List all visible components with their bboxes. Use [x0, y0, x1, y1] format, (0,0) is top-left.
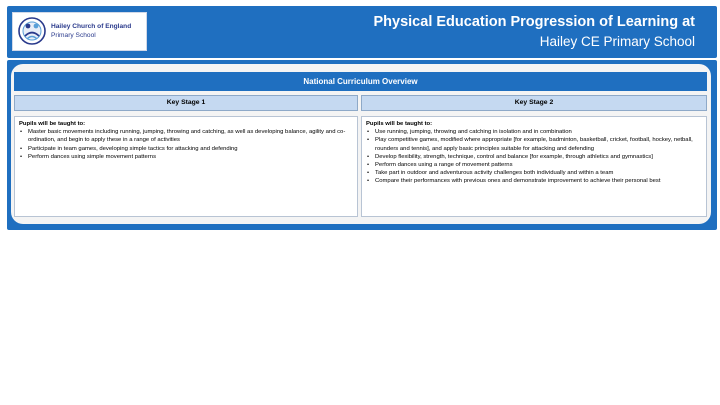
school-crest-icon: [17, 16, 47, 46]
list-item: • Master basic movements including running, jumping, throwing and catching, as well as developing balance, agility and co-ordination, and begin to apply these in a range of activities: [19, 128, 353, 144]
list-item: • Perform dances using a range of movement patterns: [366, 161, 702, 169]
key-stage-2-list: [366, 128, 702, 185]
key-stage-1-content: [14, 116, 358, 217]
key-stage-1-intro: Pupils will be taught to:: [19, 121, 86, 127]
page-title: Physical Education Progression of Learning at: [373, 14, 695, 30]
list-item: • Use running, jumping, throwing and catching in isolation and in combination: [366, 128, 702, 136]
logo-school-name: Hailey Church of England: [51, 23, 132, 30]
key-stage-2-intro: Pupils will be taught to:: [366, 121, 433, 127]
school-logo: [12, 12, 147, 51]
list-item: • Compare their performances with previous ones and demonstrate improvement to achieve their personal best: [366, 177, 702, 185]
overview-frame: [7, 60, 717, 230]
list-item: • Perform dances using simple movement patterns: [19, 153, 353, 161]
header-banner: [7, 6, 717, 58]
key-stage-2-content: [361, 116, 707, 217]
key-stage-1-list: [19, 128, 353, 161]
list-item: • Play competitive games, modified where appropriate [for example, badminton, basketball, cricket, football, hockey, netball, rounders and tennis], and apply basic principles suitable for attacking and defending: [366, 136, 702, 152]
national-curriculum-heading: National Curriculum Overview: [14, 72, 707, 91]
logo-school-subtitle: Primary School: [51, 32, 96, 39]
page-subtitle: Hailey CE Primary School: [539, 34, 695, 49]
key-stage-1-heading: Key Stage 1: [14, 95, 358, 111]
list-item: • Develop flexibility, strength, technique, control and balance [for example, through athletics and gymnastics]: [366, 153, 702, 161]
list-item: • Take part in outdoor and adventurous activity challenges both individually and within a team: [366, 169, 702, 177]
key-stage-2-heading: Key Stage 2: [361, 95, 707, 111]
list-item: • Participate in team games, developing simple tactics for attacking and defending: [19, 145, 353, 153]
overview-panel: [11, 64, 711, 224]
